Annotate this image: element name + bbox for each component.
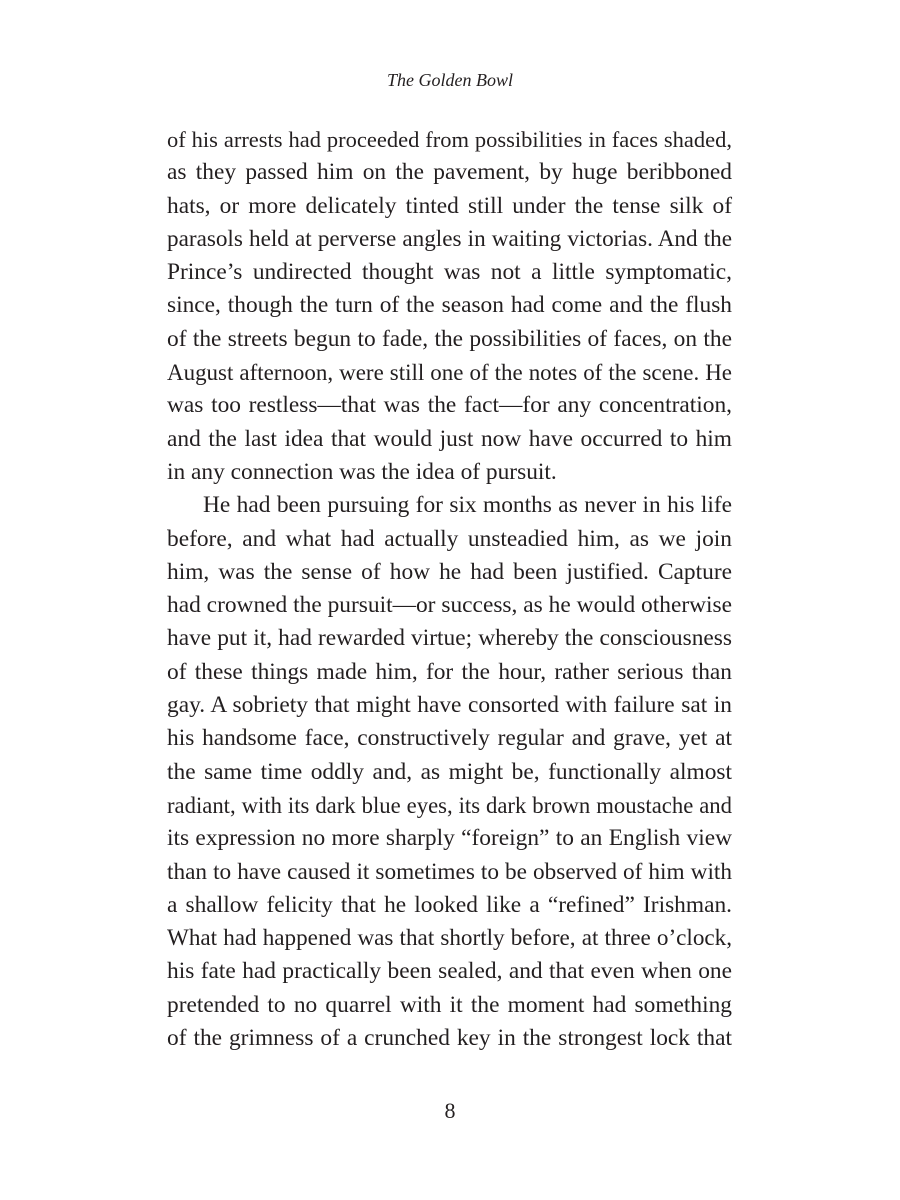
paragraph [167, 123, 732, 489]
text-line: have put it, had rewarded virtue; whereby the consciousness [167, 625, 732, 652]
body-text [167, 123, 732, 1055]
text-line: as they passed him on the pavement, by huge beribboned [167, 159, 732, 186]
paragraph [167, 489, 732, 1055]
text-line: parasols held at perverse angles in waiting victorias. And the [167, 225, 732, 252]
text-line: He had been pursuing for six months as never in his life [203, 492, 732, 519]
text-line: of these things made him, for the hour, rather serious than [167, 658, 732, 685]
text-line: radiant, with its dark blue eyes, its dark brown moustache and [167, 792, 732, 818]
text-line: the same time oddly and, as might be, functionally almost [167, 758, 732, 785]
text-line: hats, or more delicately tinted still under the tense silk of [167, 192, 732, 219]
text-line: was too restless—that was the fact—for any concentration, [167, 392, 732, 419]
running-head: The Golden Bowl [387, 70, 513, 90]
text-line: had crowned the pursuit—or success, as he would otherwise [167, 592, 732, 619]
text-line: of the streets begun to fade, the possibilities of faces, on the [167, 325, 732, 352]
text-line: gay. A sobriety that might have consorted with failure sat in [167, 692, 732, 719]
text-line: of the grimness of a crunched key in the strongest lock that [167, 1025, 732, 1052]
text-line: before, and what had actually unsteadied him, as we join [167, 525, 732, 552]
text-line: in any connection was the idea of pursuit. [167, 458, 557, 485]
text-line: of his arrests had proceeded from possibilities in faces shaded, [167, 127, 732, 152]
text-line: since, though the turn of the season had come and the flush [167, 292, 732, 319]
text-line: than to have caused it sometimes to be observed of him with [167, 858, 732, 885]
text-line: his fate had practically been sealed, and that even when one [167, 958, 732, 985]
text-line: and the last idea that would just now have occurred to him [167, 425, 732, 452]
text-line: its expression no more sharply “foreign” to an English view [167, 825, 732, 852]
text-line: August afternoon, were still one of the notes of the scene. He [167, 360, 732, 386]
text-line: him, was the sense of how he had been justified. Capture [167, 558, 732, 585]
text-line: Prince’s undirected thought was not a little symptomatic, [167, 259, 732, 286]
text-line: a shallow felicity that he looked like a “refined” Irishman. [167, 891, 732, 918]
text-line: What had happened was that shortly before, at three o’clock, [167, 925, 732, 952]
page-number: 8 [444, 1098, 456, 1123]
text-line: his handsome face, constructively regular and grave, yet at [167, 725, 732, 752]
text-line: pretended to no quarrel with it the moment had something [167, 991, 732, 1018]
